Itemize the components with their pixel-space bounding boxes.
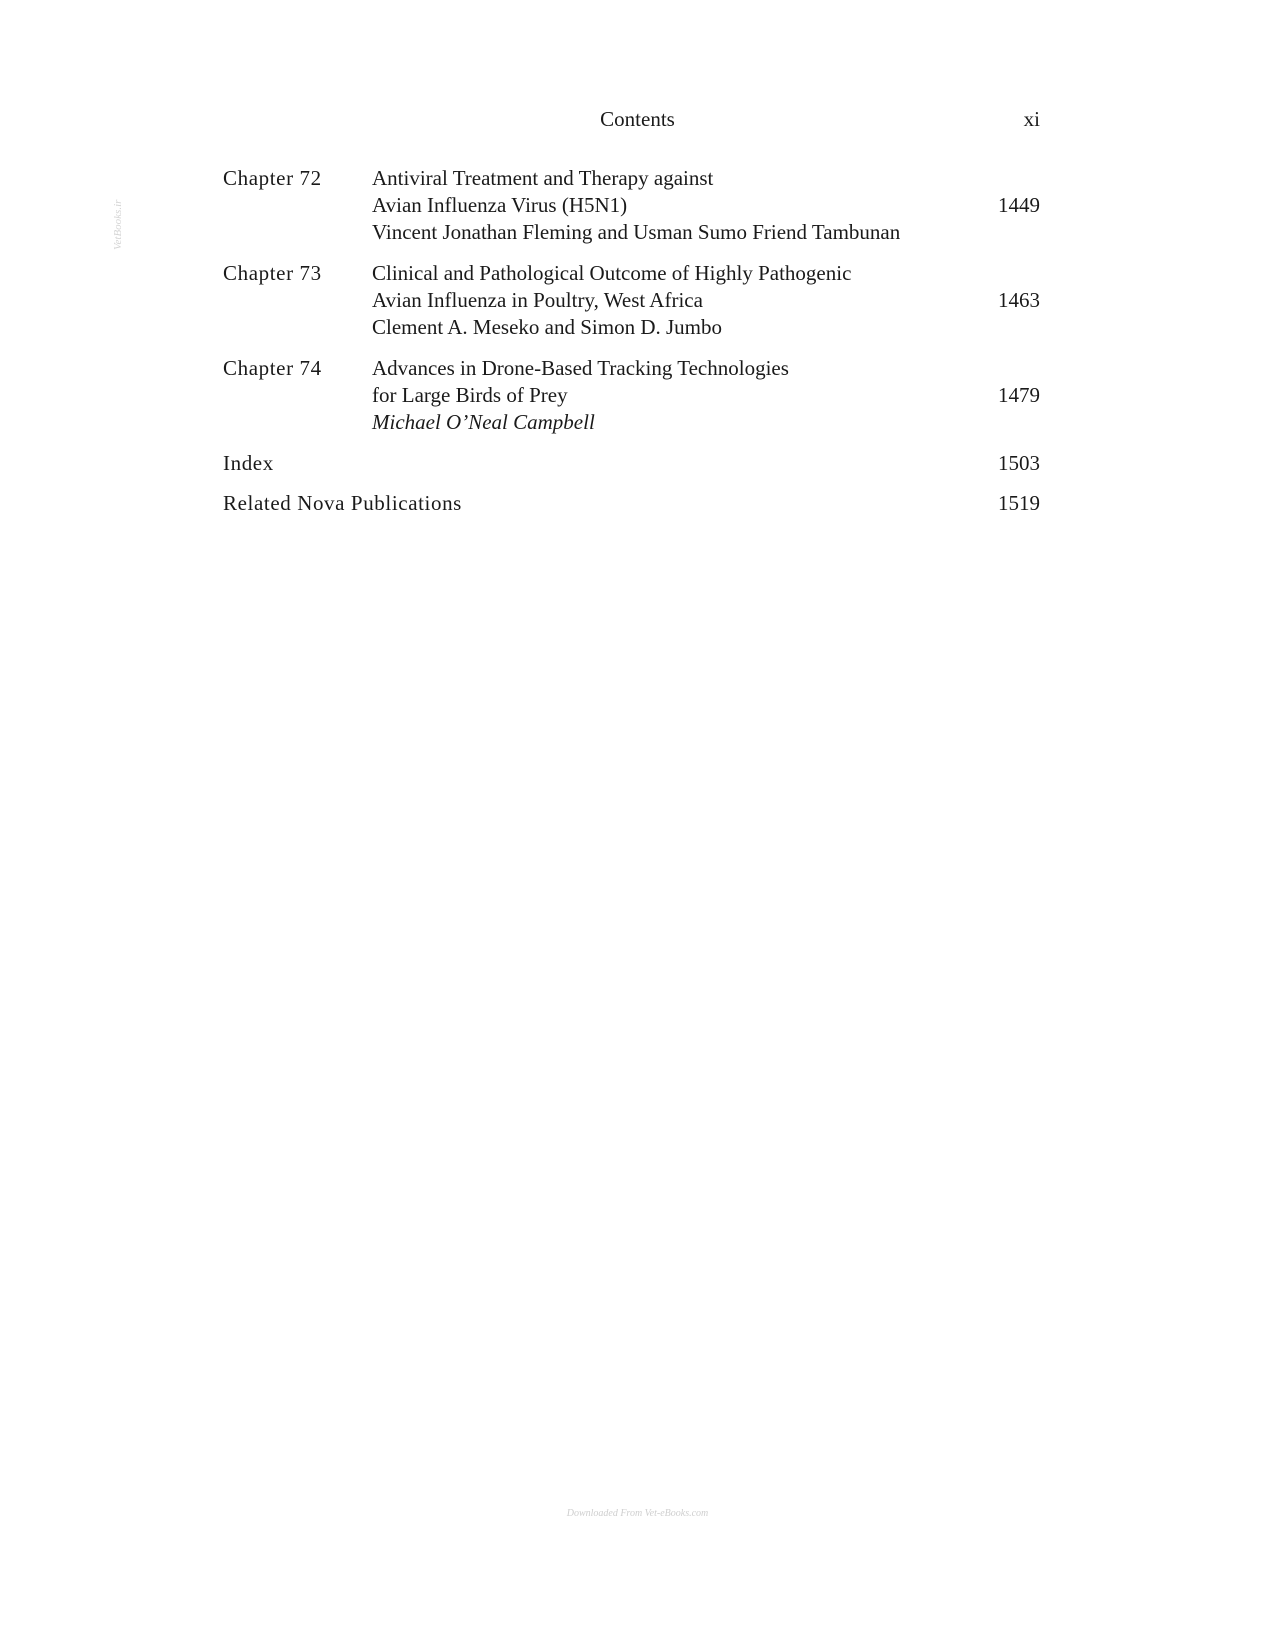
chapter-authors: Michael O’Neal Campbell [372,410,595,434]
chapter-title-line: Advances in Drone-Based Tracking Technologies [372,356,789,380]
chapter-page-number: 1479 [998,383,1040,407]
entry-label: Index [223,451,274,475]
toc-entry-chapter-73[interactable] [223,260,1040,341]
entry-page-number: 1519 [998,491,1040,515]
chapter-authors: Clement A. Meseko and Simon D. Jumbo [372,315,722,339]
chapter-title-line: Clinical and Pathological Outcome of Highly Pathogenic [372,261,852,285]
chapter-page-number: 1463 [998,288,1040,312]
chapter-label: Chapter 73 [223,261,322,285]
footer-watermark: Downloaded From Vet-eBooks.com [566,1508,709,1519]
chapter-title-line: for Large Birds of Prey [372,383,568,407]
chapter-title-line: Avian Influenza in Poultry, West Africa [372,288,703,312]
chapter-body [372,355,972,436]
toc-entry-index[interactable] [223,450,1040,477]
chapter-label: Chapter 74 [223,356,322,380]
page-number: xi [1023,107,1040,131]
chapter-title-line: Avian Influenza Virus (H5N1) [372,193,628,217]
chapter-authors: Vincent Jonathan Fleming and Usman Sumo Friend Tambunan [372,220,901,244]
toc-entry-related-publications[interactable] [223,490,1040,517]
entry-page-number: 1503 [998,451,1040,475]
chapter-title-line: Antiviral Treatment and Therapy against [372,166,714,190]
side-watermark: VetBooks.ir [112,199,124,250]
chapter-page-number: 1449 [998,193,1040,217]
chapter-body [372,260,972,341]
chapter-body [372,165,972,246]
running-title: Contents [600,107,675,131]
toc-entry-chapter-74[interactable] [223,355,1040,436]
chapter-label: Chapter 72 [223,166,322,190]
toc-entry-chapter-72[interactable] [223,165,1040,246]
table-of-contents [223,165,1040,530]
entry-label: Related Nova Publications [223,491,462,515]
